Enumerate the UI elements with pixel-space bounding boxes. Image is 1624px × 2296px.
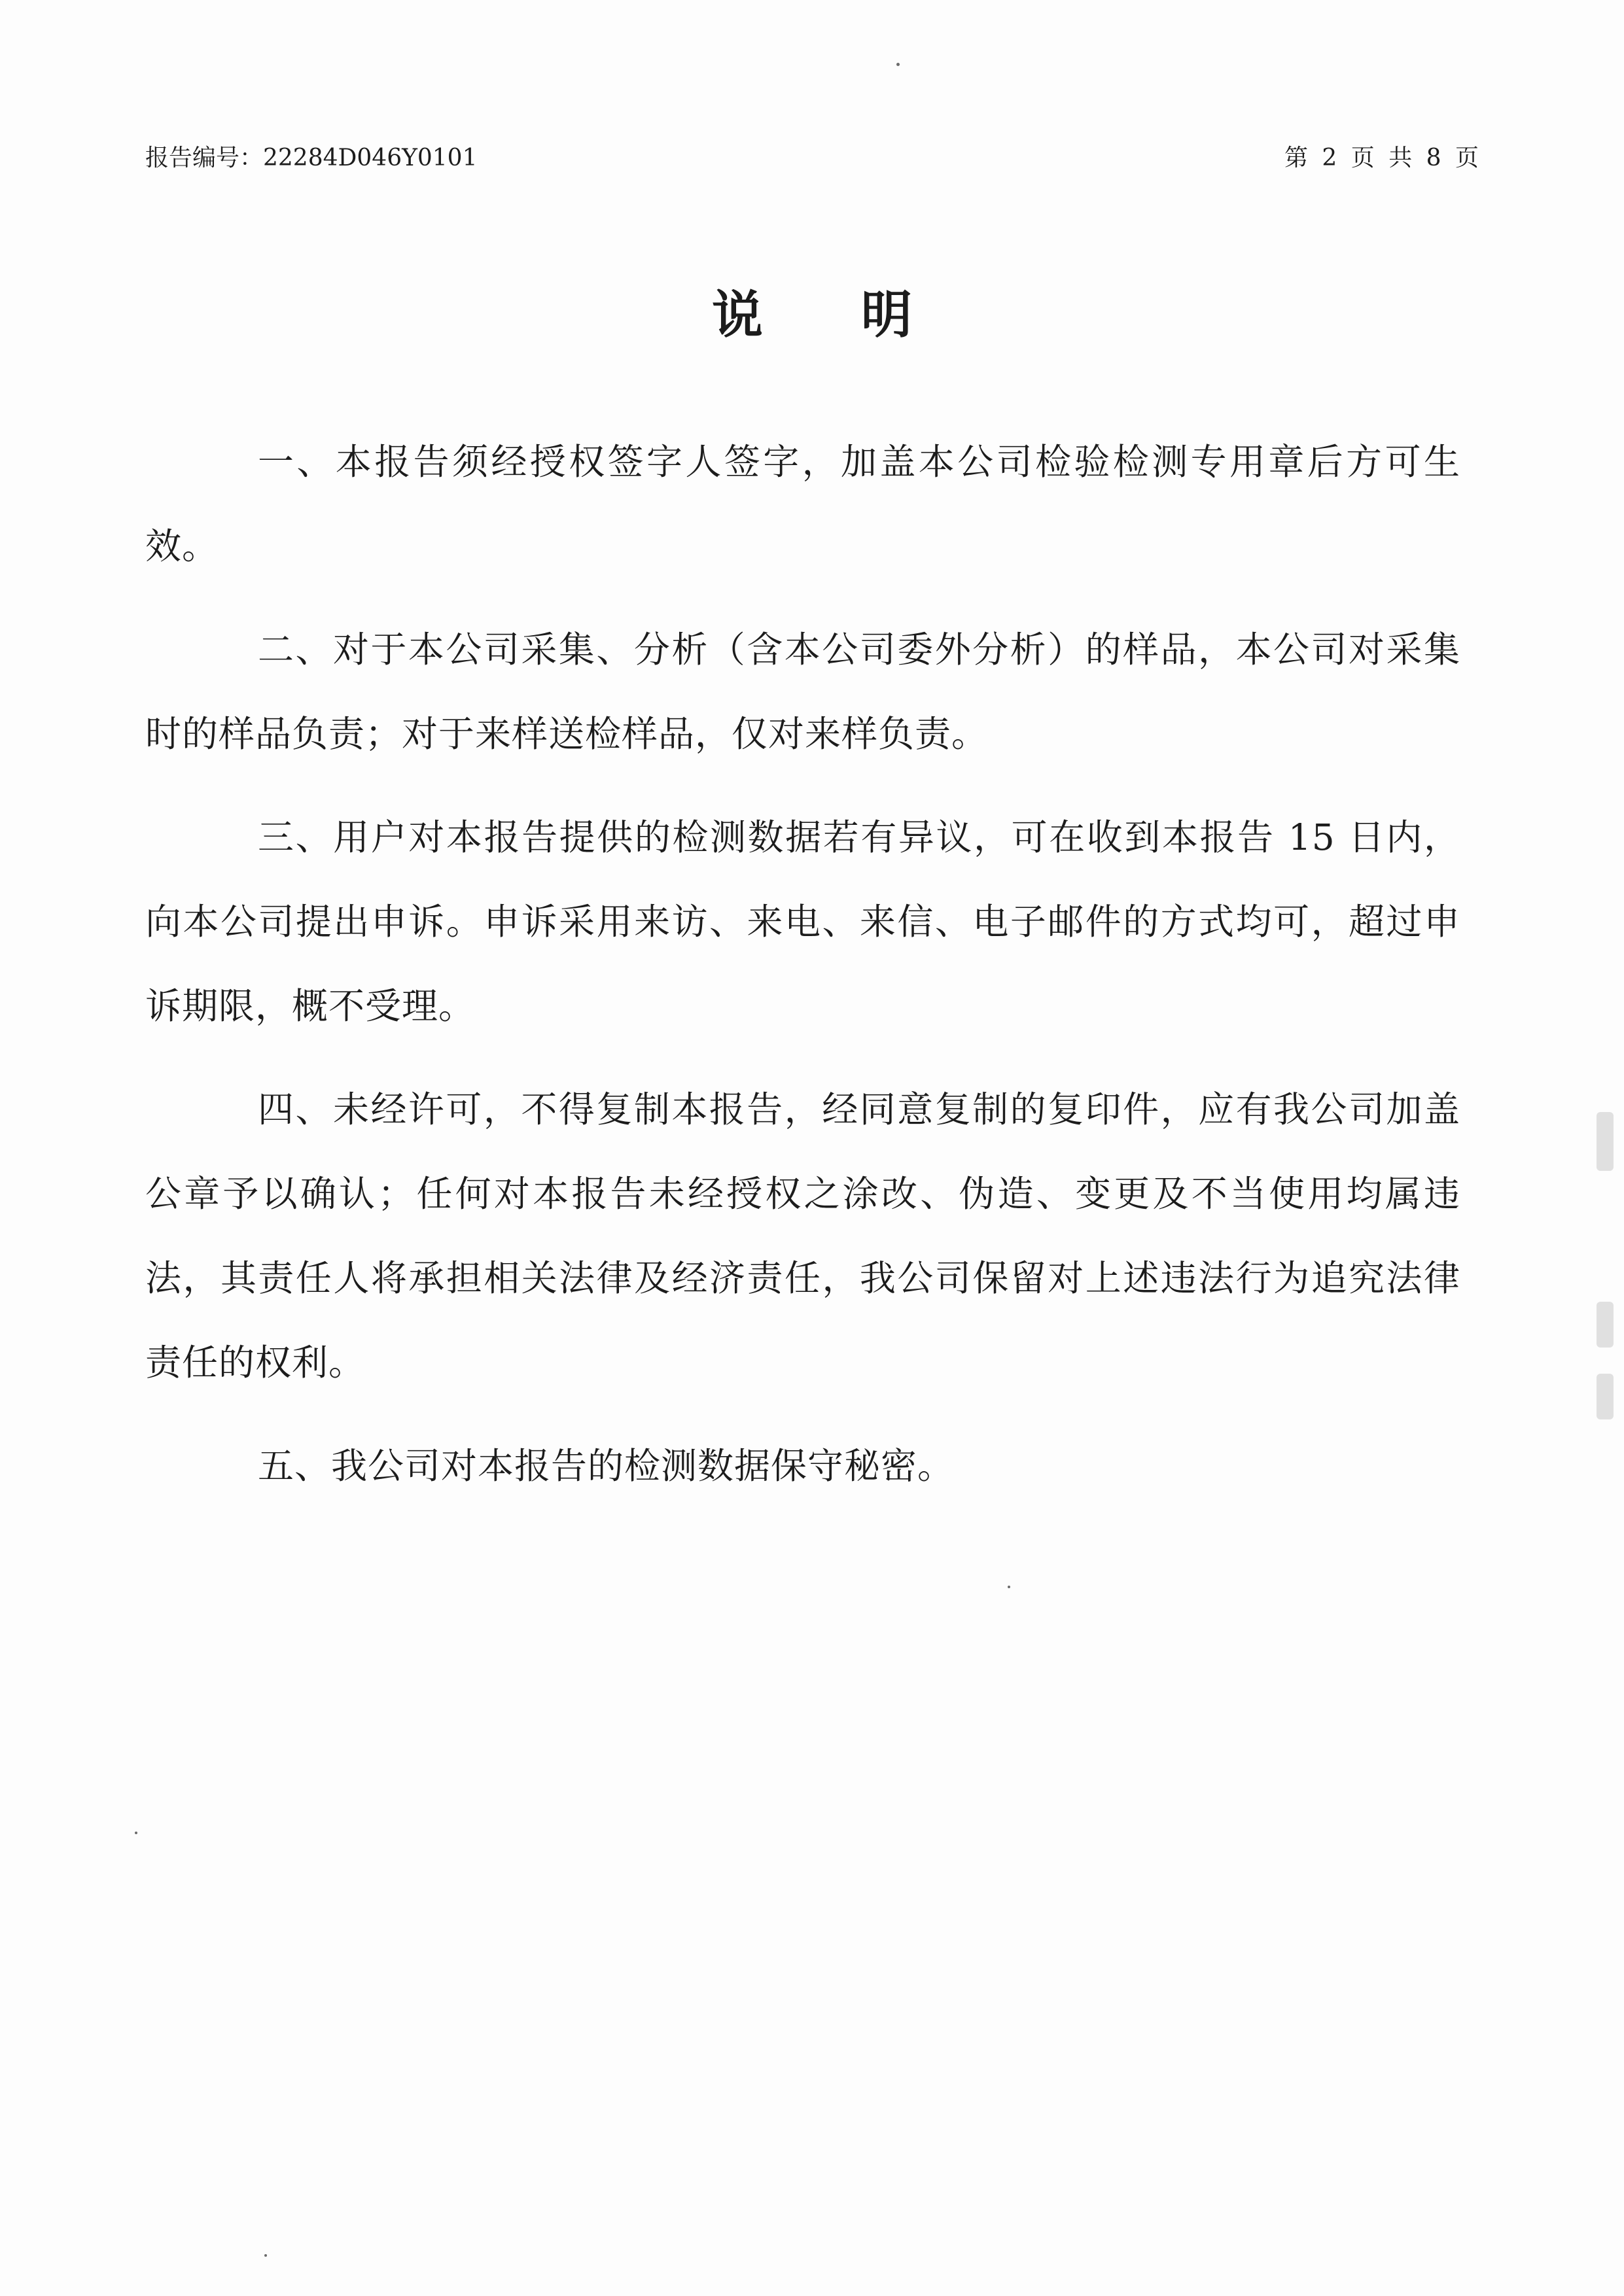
note-paragraph-5: 五、我公司对本报告的检测数据保守秘密。 xyxy=(258,1445,955,1487)
scan-speck xyxy=(896,63,900,66)
page-title: 说明 xyxy=(711,285,1010,345)
report-number: 报告编号：22284D046Y0101 xyxy=(145,145,478,171)
scan-speck xyxy=(1008,1586,1010,1588)
note-paragraph-1: 一、本报告须经授权签字人签字，加盖本公司检验检测专用章后方可生效。 xyxy=(145,441,1460,567)
note-paragraph-2: 二、对于本公司采集、分析（含本公司委外分析）的样品，本公司对采集时的样品负责；对于来样送检样品，仅对来样负责。 xyxy=(145,629,1460,755)
seal-bleed-mark xyxy=(1597,1302,1614,1348)
seal-bleed-mark xyxy=(1597,1112,1614,1171)
seal-bleed-mark xyxy=(1597,1374,1614,1419)
scan-speck xyxy=(135,1832,137,1834)
note-paragraph-3: 三、用户对本报告提供的检测数据若有异议，可在收到本报告 15 日内，向本公司提出申诉。申诉采用来访、来电、来信、电子邮件的方式均可，超过申诉期限，概不受理。 xyxy=(145,816,1460,1027)
page-header xyxy=(145,139,1479,178)
page-number: 第 2 页 共 8 页 xyxy=(1284,145,1479,171)
note-paragraph-4: 四、未经许可，不得复制本报告，经同意复制的复印件，应有我公司加盖公章予以确认；任何对本报告未经授权之涂改、伪造、变更及不当使用均属违法，其责任人将承担相关法律及经济责任，我公司保留对上述违法行为追究法律责任的权利。 xyxy=(145,1088,1460,1383)
notes-body xyxy=(145,420,1460,1527)
scan-speck xyxy=(264,2254,267,2257)
